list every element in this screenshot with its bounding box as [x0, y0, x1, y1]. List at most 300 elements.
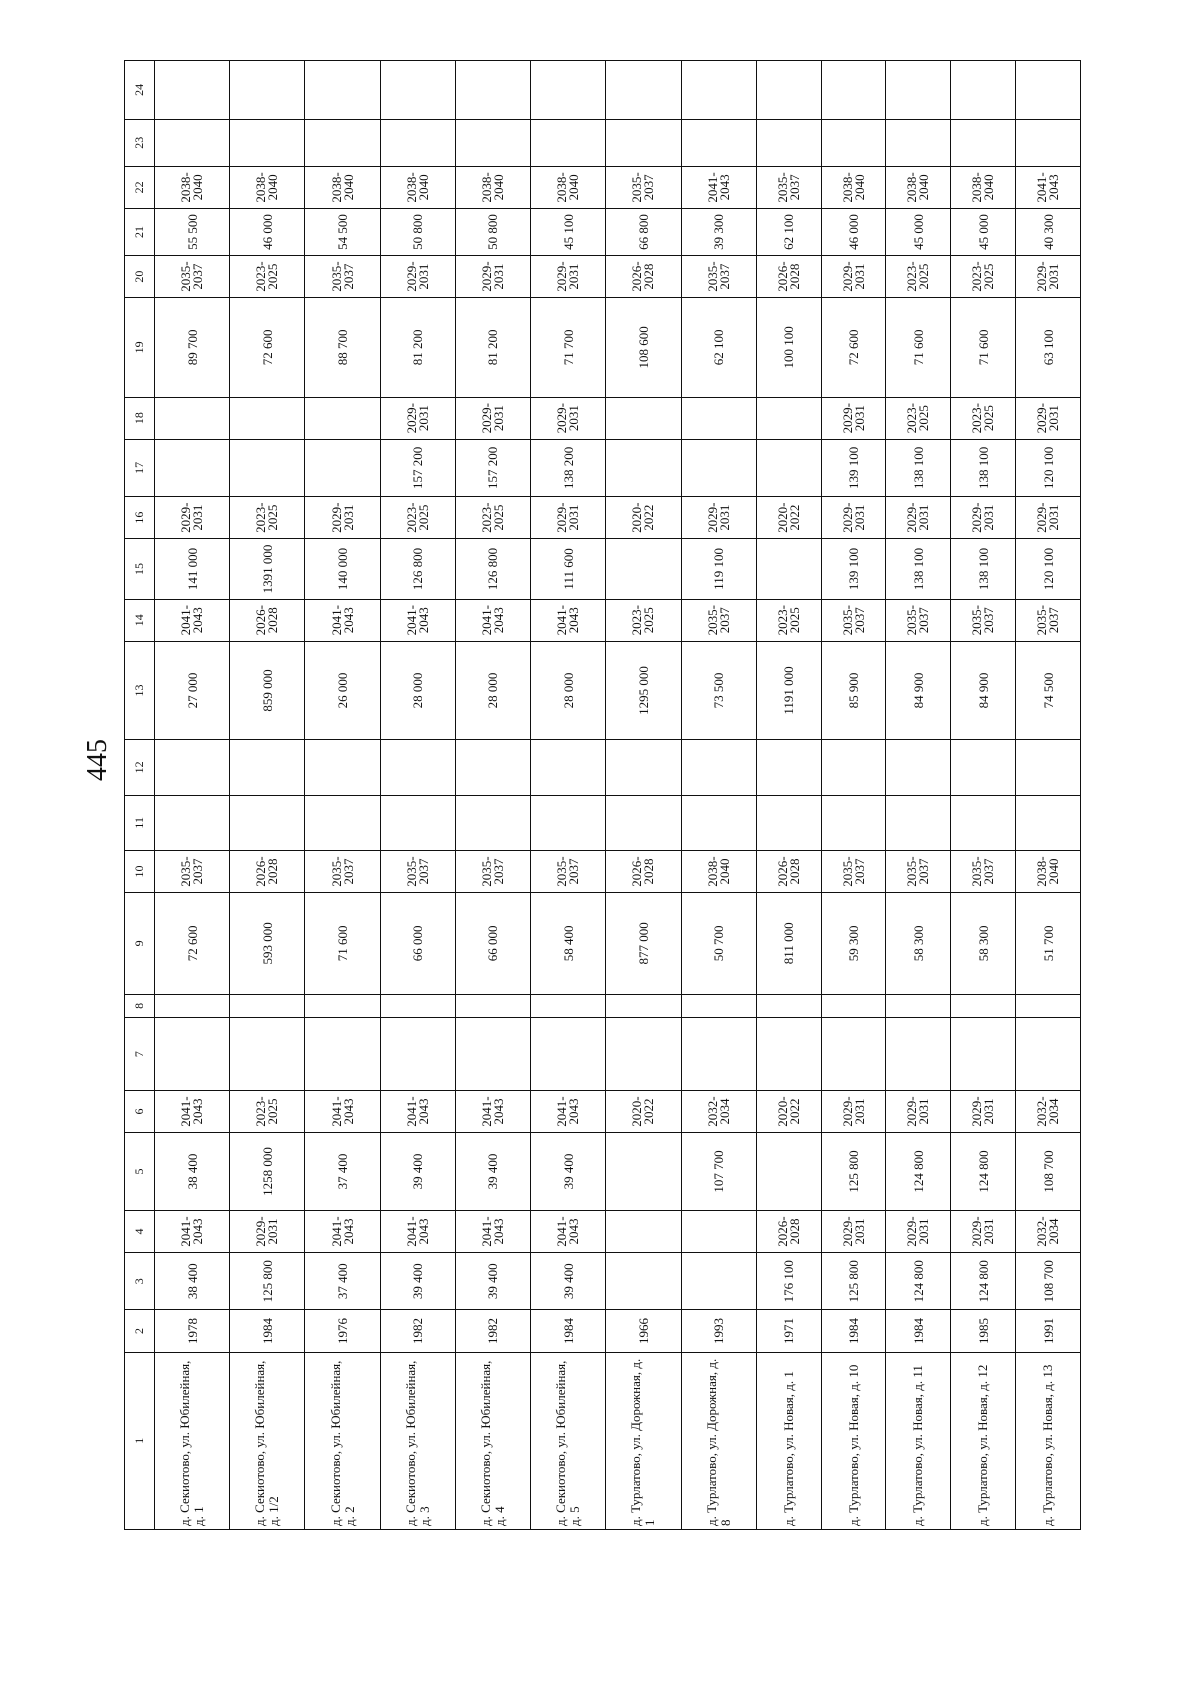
table-cell: 2041-2043 — [305, 599, 380, 641]
table-cell: 124 800 — [886, 1253, 951, 1310]
table-cell: 2041-2043 — [155, 599, 230, 641]
column-header-3: 3 — [125, 1253, 155, 1310]
table-cell — [455, 119, 530, 166]
table-cell: 51 700 — [1016, 893, 1081, 995]
table-cell — [305, 795, 380, 850]
column-header-12: 12 — [125, 740, 155, 795]
table-row — [155, 61, 230, 1530]
table-cell — [455, 994, 530, 1018]
table-cell: 124 800 — [886, 1133, 951, 1211]
table-cell — [1016, 1018, 1081, 1091]
table-cell: 2038-2040 — [230, 166, 305, 208]
column-header-8: 8 — [125, 994, 155, 1018]
table-cell: 124 800 — [951, 1133, 1016, 1211]
table-row — [230, 61, 305, 1530]
table-cell — [155, 740, 230, 795]
table-cell: 84 900 — [951, 641, 1016, 739]
table-cell — [681, 397, 756, 439]
table-cell: 2029-2031 — [230, 1211, 305, 1253]
table-cell — [1016, 740, 1081, 795]
table-cell: 71 600 — [951, 298, 1016, 398]
table-cell — [531, 994, 606, 1018]
table-cell — [155, 439, 230, 496]
table-cell: 120 100 — [1016, 439, 1081, 496]
capital-repair-schedule-table — [124, 60, 1081, 1530]
table-cell: 45 000 — [886, 208, 951, 255]
table-cell: 157 200 — [380, 439, 455, 496]
table-cell: 2032-2034 — [1016, 1091, 1081, 1133]
table-cell: 2041-2043 — [1016, 166, 1081, 208]
table-cell: 2029-2031 — [305, 497, 380, 539]
table-cell: 811 000 — [756, 893, 821, 995]
table-cell: 120 100 — [1016, 539, 1081, 600]
rotated-table-container — [124, 60, 1081, 1530]
table-cell: 2023-2025 — [756, 599, 821, 641]
table-cell — [380, 1018, 455, 1091]
table-cell — [756, 397, 821, 439]
table-cell: 124 800 — [951, 1253, 1016, 1310]
table-cell: 63 100 — [1016, 298, 1081, 398]
table-cell: 26 000 — [305, 641, 380, 739]
table-cell: 89 700 — [155, 298, 230, 398]
table-cell: 71 600 — [305, 893, 380, 995]
table-cell: 2035-2037 — [821, 850, 886, 892]
table-cell — [681, 795, 756, 850]
table-cell: 2038-2040 — [886, 166, 951, 208]
table-cell: 2038-2040 — [1016, 850, 1081, 892]
table-cell: 45 000 — [951, 208, 1016, 255]
table-cell — [305, 740, 380, 795]
table-row — [681, 61, 756, 1530]
table-cell: 2041-2043 — [380, 599, 455, 641]
table-cell: 2026-2028 — [756, 256, 821, 298]
column-header-9: 9 — [125, 893, 155, 995]
table-cell: 2029-2031 — [155, 497, 230, 539]
table-cell: 2020-2022 — [606, 497, 681, 539]
table-cell — [951, 740, 1016, 795]
table-cell — [821, 795, 886, 850]
table-cell: 2026-2028 — [230, 850, 305, 892]
table-cell — [380, 740, 455, 795]
table-cell: 138 100 — [886, 439, 951, 496]
table-row — [886, 61, 951, 1530]
table-cell: 46 000 — [821, 208, 886, 255]
table-cell: 108 700 — [1016, 1253, 1081, 1310]
table-cell: 2026-2028 — [606, 256, 681, 298]
table-cell — [531, 740, 606, 795]
table-cell: 39 400 — [531, 1133, 606, 1211]
table-cell: 37 400 — [305, 1253, 380, 1310]
table-cell — [606, 795, 681, 850]
table-cell: 2029-2031 — [531, 397, 606, 439]
table-cell — [230, 1018, 305, 1091]
table-cell — [886, 740, 951, 795]
table-cell — [230, 397, 305, 439]
table-cell — [155, 1018, 230, 1091]
table-cell — [305, 994, 380, 1018]
table-cell: 2029-2031 — [681, 497, 756, 539]
table-cell: 2029-2031 — [531, 497, 606, 539]
table-cell — [756, 1018, 821, 1091]
table-cell — [821, 1018, 886, 1091]
table-cell: 2029-2031 — [1016, 397, 1081, 439]
table-cell: 2038-2040 — [305, 166, 380, 208]
column-header-6: 6 — [125, 1091, 155, 1133]
address-cell: д. Секиотово, ул. Юбилейная, д. 3 — [380, 1352, 455, 1529]
table-cell: 1984 — [230, 1310, 305, 1352]
table-cell: 58 400 — [531, 893, 606, 995]
table-cell: 2029-2031 — [886, 1211, 951, 1253]
table-cell: 37 400 — [305, 1133, 380, 1211]
table-cell — [155, 397, 230, 439]
table-cell — [230, 439, 305, 496]
table-cell — [821, 740, 886, 795]
column-header-10: 10 — [125, 850, 155, 892]
table-row — [531, 61, 606, 1530]
column-header-15: 15 — [125, 539, 155, 600]
table-cell: 39 400 — [531, 1253, 606, 1310]
table-cell: 2023-2025 — [455, 497, 530, 539]
table-cell — [606, 61, 681, 120]
table-cell: 1991 — [1016, 1310, 1081, 1352]
table-cell — [886, 119, 951, 166]
table-cell — [380, 994, 455, 1018]
table-cell: 39 400 — [380, 1253, 455, 1310]
table-cell: 27 000 — [155, 641, 230, 739]
table-cell: 107 700 — [681, 1133, 756, 1211]
column-header-22: 22 — [125, 166, 155, 208]
table-cell: 2029-2031 — [821, 397, 886, 439]
table-cell — [951, 795, 1016, 850]
column-header-23: 23 — [125, 119, 155, 166]
address-cell: д. Секиотово, ул. Юбилейная, д. 1 — [155, 1352, 230, 1529]
table-cell: 2035-2037 — [756, 166, 821, 208]
table-cell: 2023-2025 — [230, 1091, 305, 1133]
table-cell: 2029-2031 — [455, 397, 530, 439]
table-row — [756, 61, 821, 1530]
table-cell — [606, 397, 681, 439]
address-cell: д. Турлатово, ул. Новая, д. 10 — [821, 1352, 886, 1529]
table-cell: 2023-2025 — [606, 599, 681, 641]
table-row — [455, 61, 530, 1530]
table-cell: 2029-2031 — [821, 497, 886, 539]
table-cell: 2023-2025 — [230, 497, 305, 539]
table-cell: 2041-2043 — [455, 599, 530, 641]
table-cell: 2035-2037 — [886, 850, 951, 892]
table-cell — [756, 61, 821, 120]
table-cell: 593 000 — [230, 893, 305, 995]
table-cell — [756, 795, 821, 850]
table-cell: 58 300 — [886, 893, 951, 995]
table-cell: 2035-2037 — [531, 850, 606, 892]
table-cell — [455, 740, 530, 795]
table-cell: 50 700 — [681, 893, 756, 995]
table-cell: 2041-2043 — [531, 1211, 606, 1253]
table-cell: 1982 — [380, 1310, 455, 1352]
table-cell: 125 800 — [821, 1133, 886, 1211]
table-cell: 28 000 — [455, 641, 530, 739]
table-cell — [886, 994, 951, 1018]
table-cell: 2035-2037 — [681, 599, 756, 641]
table-cell: 2035-2037 — [886, 599, 951, 641]
table-cell: 126 800 — [455, 539, 530, 600]
table-cell — [1016, 795, 1081, 850]
column-header-19: 19 — [125, 298, 155, 398]
table-cell: 28 000 — [380, 641, 455, 739]
table-cell: 2029-2031 — [886, 1091, 951, 1133]
table-cell: 39 300 — [681, 208, 756, 255]
table-cell: 71 600 — [886, 298, 951, 398]
table-cell — [606, 1253, 681, 1310]
table-cell — [951, 119, 1016, 166]
table-cell: 84 900 — [886, 641, 951, 739]
address-cell: д. Турлатово, ул. Новая, д. 1 — [756, 1352, 821, 1529]
table-cell — [756, 119, 821, 166]
address-cell: д. Турлатово, ул. Новая, д. 13 — [1016, 1352, 1081, 1529]
column-header-24: 24 — [125, 61, 155, 120]
table-cell: 108 700 — [1016, 1133, 1081, 1211]
table-cell — [606, 119, 681, 166]
table-cell: 139 100 — [821, 539, 886, 600]
table-cell — [681, 1018, 756, 1091]
table-cell: 2023-2025 — [951, 397, 1016, 439]
column-header-21: 21 — [125, 208, 155, 255]
table-cell: 2035-2037 — [606, 166, 681, 208]
table-cell: 138 100 — [951, 539, 1016, 600]
table-cell: 59 300 — [821, 893, 886, 995]
table-cell: 1982 — [455, 1310, 530, 1352]
table-cell — [606, 1211, 681, 1253]
table-cell: 2029-2031 — [821, 1211, 886, 1253]
table-cell: 2035-2037 — [305, 850, 380, 892]
table-cell — [886, 795, 951, 850]
table-cell — [821, 994, 886, 1018]
table-cell: 85 900 — [821, 641, 886, 739]
table-cell: 2023-2025 — [886, 256, 951, 298]
table-cell: 157 200 — [455, 439, 530, 496]
table-cell — [606, 1018, 681, 1091]
table-cell: 2023-2025 — [951, 256, 1016, 298]
table-cell — [886, 61, 951, 120]
table-cell: 1985 — [951, 1310, 1016, 1352]
column-header-13: 13 — [125, 641, 155, 739]
table-cell: 2029-2031 — [1016, 256, 1081, 298]
table-cell: 2029-2031 — [380, 397, 455, 439]
table-cell — [155, 61, 230, 120]
table-cell: 2035-2037 — [951, 850, 1016, 892]
table-cell: 108 600 — [606, 298, 681, 398]
address-cell: д. Турлатово, ул. Дорожная, д. 8 — [681, 1352, 756, 1529]
table-cell: 125 800 — [821, 1253, 886, 1310]
table-cell: 2023-2025 — [380, 497, 455, 539]
table-cell: 2041-2043 — [305, 1211, 380, 1253]
table-cell: 2029-2031 — [1016, 497, 1081, 539]
table-cell — [230, 740, 305, 795]
table-row — [380, 61, 455, 1530]
table-cell: 141 000 — [155, 539, 230, 600]
table-cell: 2038-2040 — [821, 166, 886, 208]
table-cell: 1971 — [756, 1310, 821, 1352]
table-cell — [1016, 61, 1081, 120]
table-cell: 2026-2028 — [756, 1211, 821, 1253]
table-cell: 2035-2037 — [455, 850, 530, 892]
table-cell: 81 200 — [380, 298, 455, 398]
table-cell — [681, 61, 756, 120]
table-cell: 138 100 — [886, 539, 951, 600]
table-cell: 50 800 — [380, 208, 455, 255]
table-cell: 2035-2037 — [951, 599, 1016, 641]
table-cell — [380, 61, 455, 120]
table-cell — [531, 1018, 606, 1091]
table-cell: 2035-2037 — [380, 850, 455, 892]
table-cell: 1976 — [305, 1310, 380, 1352]
table-cell — [531, 119, 606, 166]
table-cell — [380, 795, 455, 850]
table-cell — [305, 119, 380, 166]
table-cell: 1295 000 — [606, 641, 681, 739]
table-cell — [681, 740, 756, 795]
table-cell: 138 200 — [531, 439, 606, 496]
table-cell: 2038-2040 — [531, 166, 606, 208]
table-cell — [155, 119, 230, 166]
column-number-row — [125, 61, 155, 1530]
column-header-20: 20 — [125, 256, 155, 298]
table-cell: 111 600 — [531, 539, 606, 600]
table-cell: 40 300 — [1016, 208, 1081, 255]
table-cell: 39 400 — [380, 1133, 455, 1211]
column-header-16: 16 — [125, 497, 155, 539]
table-cell: 2029-2031 — [531, 256, 606, 298]
table-cell: 140 000 — [305, 539, 380, 600]
table-cell: 66 000 — [380, 893, 455, 995]
table-cell: 2038-2040 — [380, 166, 455, 208]
column-header-18: 18 — [125, 397, 155, 439]
table-cell — [606, 1133, 681, 1211]
table-cell: 2029-2031 — [380, 256, 455, 298]
table-cell: 71 700 — [531, 298, 606, 398]
address-cell: д. Секиотово, ул. Юбилейная, д. 5 — [531, 1352, 606, 1529]
table-cell — [886, 1018, 951, 1091]
table-cell: 62 100 — [681, 298, 756, 398]
table-cell: 2020-2022 — [756, 1091, 821, 1133]
table-header — [125, 61, 155, 1530]
table-cell: 2035-2037 — [1016, 599, 1081, 641]
column-header-2: 2 — [125, 1310, 155, 1352]
table-row — [305, 61, 380, 1530]
table-cell: 72 600 — [155, 893, 230, 995]
table-cell: 39 400 — [455, 1253, 530, 1310]
table-cell — [230, 795, 305, 850]
table-cell — [821, 61, 886, 120]
table-cell — [305, 439, 380, 496]
table-cell: 176 100 — [756, 1253, 821, 1310]
table-row — [606, 61, 681, 1530]
table-cell — [155, 994, 230, 1018]
table-cell — [606, 994, 681, 1018]
table-cell — [756, 740, 821, 795]
table-cell: 50 800 — [455, 208, 530, 255]
column-header-11: 11 — [125, 795, 155, 850]
table-cell — [155, 795, 230, 850]
table-cell: 72 600 — [821, 298, 886, 398]
table-cell: 39 400 — [455, 1133, 530, 1211]
table-cell: 2041-2043 — [455, 1091, 530, 1133]
table-cell: 100 100 — [756, 298, 821, 398]
table-cell: 126 800 — [380, 539, 455, 600]
table-cell — [756, 1133, 821, 1211]
table-cell: 2041-2043 — [155, 1091, 230, 1133]
table-cell: 38 400 — [155, 1133, 230, 1211]
table-cell: 1966 — [606, 1310, 681, 1352]
address-cell: д. Секиотово, ул. Юбилейная, д. 2 — [305, 1352, 380, 1529]
table-cell — [455, 795, 530, 850]
table-cell — [606, 539, 681, 600]
table-cell — [951, 994, 1016, 1018]
table-cell: 81 200 — [455, 298, 530, 398]
column-header-4: 4 — [125, 1211, 155, 1253]
address-cell: д. Турлатово, ул. Новая, д. 11 — [886, 1352, 951, 1529]
table-cell: 2041-2043 — [681, 166, 756, 208]
table-cell — [1016, 119, 1081, 166]
table-cell — [380, 119, 455, 166]
table-cell: 2029-2031 — [821, 256, 886, 298]
table-cell: 72 600 — [230, 298, 305, 398]
table-cell: 2041-2043 — [380, 1091, 455, 1133]
table-cell: 46 000 — [230, 208, 305, 255]
table-cell — [756, 539, 821, 600]
table-cell — [681, 1211, 756, 1253]
table-cell — [305, 1018, 380, 1091]
table-cell: 45 100 — [531, 208, 606, 255]
table-cell: 1984 — [821, 1310, 886, 1352]
table-cell: 139 100 — [821, 439, 886, 496]
table-cell: 2038-2040 — [951, 166, 1016, 208]
column-header-14: 14 — [125, 599, 155, 641]
table-cell: 2029-2031 — [951, 1091, 1016, 1133]
table-cell: 1993 — [681, 1310, 756, 1352]
table-cell: 2029-2031 — [455, 256, 530, 298]
table-cell — [756, 994, 821, 1018]
table-cell: 2035-2037 — [305, 256, 380, 298]
table-cell — [230, 994, 305, 1018]
table-cell: 2041-2043 — [455, 1211, 530, 1253]
table-cell — [606, 740, 681, 795]
table-cell: 2038-2040 — [681, 850, 756, 892]
table-cell: 119 100 — [681, 539, 756, 600]
table-cell: 1984 — [531, 1310, 606, 1352]
table-cell: 2035-2037 — [821, 599, 886, 641]
table-cell — [455, 1018, 530, 1091]
table-cell — [681, 439, 756, 496]
table-cell: 2041-2043 — [305, 1091, 380, 1133]
table-cell: 2029-2031 — [821, 1091, 886, 1133]
table-cell: 1984 — [886, 1310, 951, 1352]
table-cell: 55 500 — [155, 208, 230, 255]
table-row — [1016, 61, 1081, 1530]
table-body — [155, 61, 1081, 1530]
table-cell: 1191 000 — [756, 641, 821, 739]
table-cell: 2023-2025 — [230, 256, 305, 298]
table-cell — [821, 119, 886, 166]
table-cell: 1391 000 — [230, 539, 305, 600]
table-cell: 2026-2028 — [606, 850, 681, 892]
table-cell — [681, 1253, 756, 1310]
table-cell: 2041-2043 — [531, 1091, 606, 1133]
table-cell: 58 300 — [951, 893, 1016, 995]
column-header-7: 7 — [125, 1018, 155, 1091]
table-cell — [951, 61, 1016, 120]
page-number: 445 — [82, 739, 113, 781]
